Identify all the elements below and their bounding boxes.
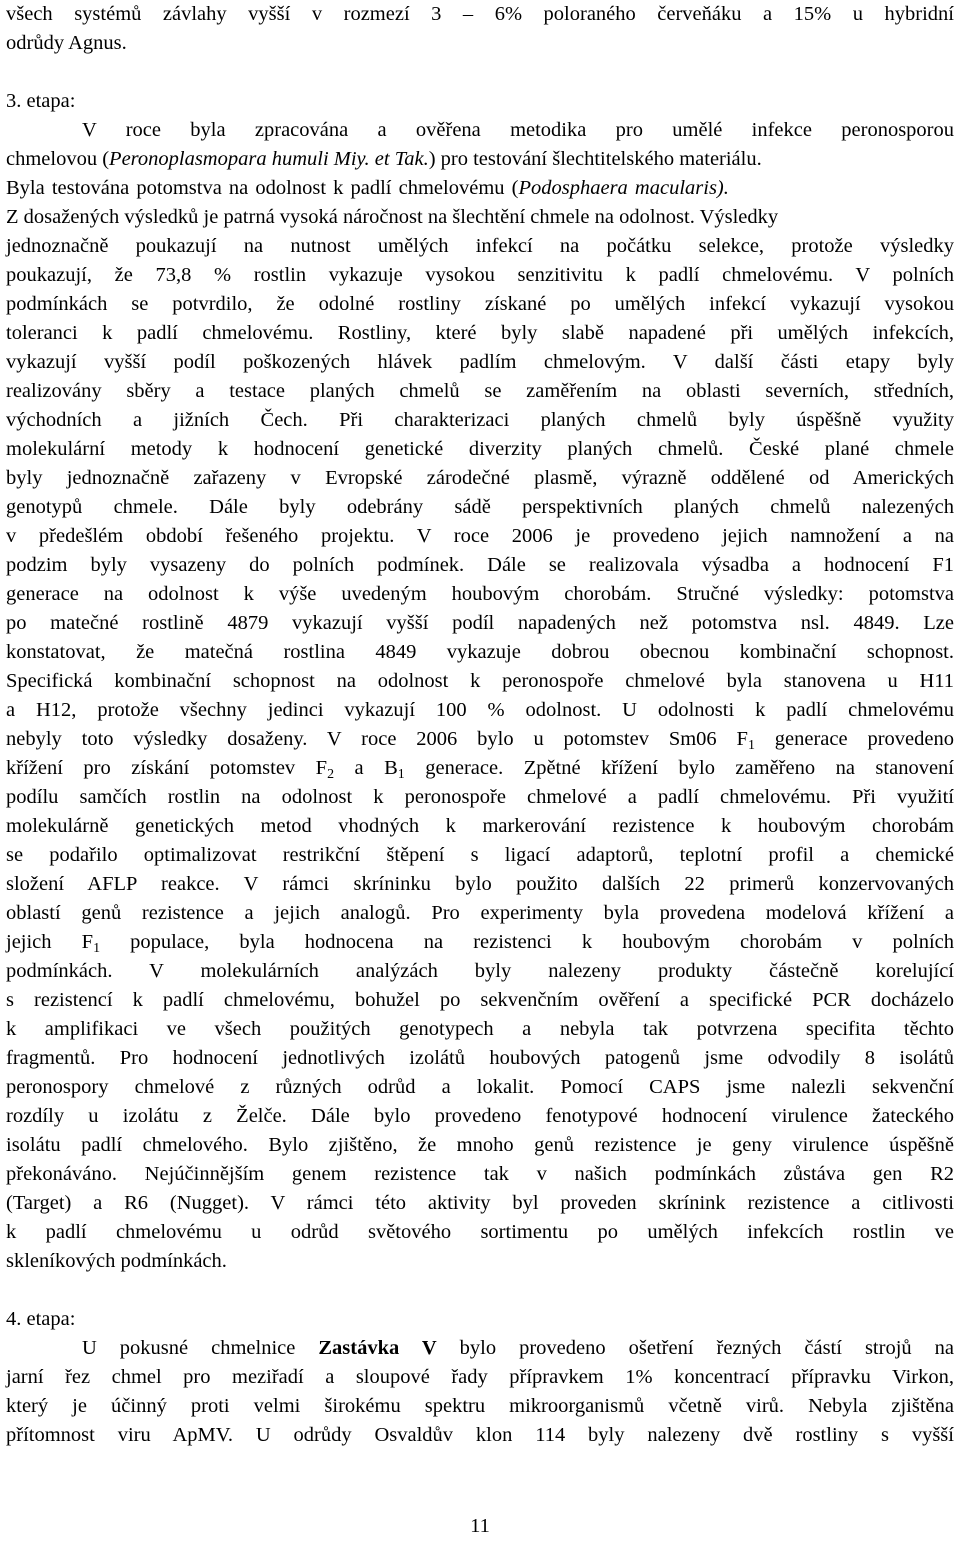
text-line: oblastí genů rezistence a jejich analogů. Pro experimenty byla provedena modelová křížení a bbox=[6, 902, 954, 924]
text-run: bylo provedeno ošetření řezných částí strojů na bbox=[436, 1337, 954, 1359]
text-run: chmelovou ( bbox=[6, 148, 110, 170]
text-line bbox=[82, 1334, 954, 1363]
text-line: odrůdy Agnus. bbox=[6, 32, 127, 54]
text-line: generace na odolnost k výše uvedeným houbovým chorobám. Stručné výsledky: potomstva bbox=[6, 583, 954, 605]
text-run: Byla testována potomstva na odolnost k padlí chmelovému ( bbox=[6, 177, 519, 199]
text-line: fragmentů. Pro hodnocení jednotlivých izolátů houbových patogenů jsme odvodily 8 isolátů bbox=[6, 1047, 954, 1069]
text-line: konstatovat, že matečná rostlina 4849 vykazuje dobrou obecnou kombinační schopnost. bbox=[6, 641, 954, 663]
text-line: isolátu padlí chmelového. Bylo zjištěno, že mnoho genů rezistence je geny virulence úspěšně bbox=[6, 1134, 954, 1156]
text-line bbox=[6, 928, 954, 957]
text-line: v předešlém období řešeného projektu. V roce 2006 je provedeno jejich namnožení a na bbox=[6, 525, 954, 547]
text-line: k padlí chmelovému u odrůd světového sortimentu po umělých infekcích rostlin ve bbox=[6, 1221, 954, 1243]
text-run: křížení pro získání potomstev F bbox=[6, 757, 328, 779]
text-line: poukazují, že 73,8 % rostlin vykazuje vysokou senzitivitu k padlí chmelovému. V polních bbox=[6, 264, 954, 286]
text-run: a B bbox=[334, 757, 398, 779]
section-heading: 3. etapa: bbox=[6, 90, 76, 112]
text-line: peronospory chmelové z různých odrůd a lokalit. Pomocí CAPS jsme nalezli sekvenční bbox=[6, 1076, 954, 1098]
page-number: 11 bbox=[470, 1515, 490, 1537]
text-line: molekulární metody k hodnocení genetické diverzity planých chmelů. České plané chmele bbox=[6, 438, 954, 460]
text-run: ) pro testování šlechtitelského materiálu. bbox=[428, 148, 762, 170]
text-run: generace. Zpětné křížení bylo zaměřeno na stanovení bbox=[404, 757, 954, 779]
text-line: Z dosažených výsledků je patrná vysoká náročnost na šlechtění chmele na odolnost. Výsledky bbox=[6, 206, 779, 228]
subscript: 1 bbox=[397, 767, 405, 783]
text-run: generace provedeno bbox=[754, 728, 954, 750]
text-line: skleníkových podmínkách. bbox=[6, 1250, 227, 1272]
text-line: realizovány sběry a testace planých chmelů se zaměřením na oblasti severních, středních, bbox=[6, 380, 954, 402]
text-line: k amplifikaci ve všech použitých genotypech a nebyla tak potvrzena specifita těchto bbox=[6, 1018, 954, 1040]
text-line: podílu samčích rostlin na odolnost k peronospoře chmelové a padlí chmelovému. Při využití bbox=[6, 786, 954, 808]
text-run: U pokusné chmelnice bbox=[82, 1337, 319, 1359]
text-line: po matečné rostlině 4879 vykazují vyšší podíl napadených než potomstva nsl. 4849. Lze bbox=[6, 612, 954, 634]
subscript: 1 bbox=[93, 941, 101, 957]
text-line: podmínkách se potvrdilo, že odolné rostliny získané po umělých infekcí vykazují vysokou bbox=[6, 293, 954, 315]
species-name: Peronoplasmopara humuli Miy. et Tak. bbox=[109, 148, 429, 170]
text-line: který je účinný proti velmi širokému spektru mikroorganismů včetně virů. Nebyla zjištěna bbox=[6, 1395, 954, 1417]
section-heading: 4. etapa: bbox=[6, 1308, 76, 1330]
text-line bbox=[6, 754, 954, 783]
species-name: Podosphaera macularis). bbox=[518, 177, 729, 199]
text-line bbox=[6, 725, 954, 754]
text-line: Specifická kombinační schopnost na odolnost k peronospoře chmelové byla stanovena u H11 bbox=[6, 670, 954, 692]
subscript: 2 bbox=[327, 767, 335, 783]
text-run: nebyly toto výsledky dosaženy. V roce 2006 bylo u potomstev Sm06 F bbox=[6, 728, 748, 750]
text-line: přítomnost viru ApMV. U odrůdy Osvaldův klon 114 byly nalezeny dvě rostliny s vyšší bbox=[6, 1424, 954, 1446]
text-line: s rezistencí k padlí chmelovému, bohužel po sekvenčním ověření a specifické PCR docházelo bbox=[6, 989, 954, 1011]
text-line: podmínkách. V molekulárních analýzách byly nalezeny produkty částečně korelující bbox=[6, 960, 954, 982]
site-name: Zastávka V bbox=[318, 1337, 437, 1359]
text-line: byly jednoznačně zařazeny v Evropské zárodečné plasmě, výrazně oddělené od Amerických bbox=[6, 467, 954, 489]
subscript: 1 bbox=[747, 738, 755, 754]
text-line: podzim byly vysazeny do polních podmínek. Dále se realizovala výsadba a hodnocení F1 bbox=[6, 554, 954, 576]
text-line: vykazují vyšší podíl poškozených hlávek padlím chmelovým. V další části etapy byly bbox=[6, 351, 954, 373]
text-line: a H12, protože všechny jedinci vykazují 100 % odolnost. U odolnosti k padlí chmelovému bbox=[6, 699, 954, 721]
text-line: molekulárně genetických metod vhodných k markerování rezistence k houbovým chorobám bbox=[6, 815, 954, 837]
text-line: (Target) a R6 (Nugget). V rámci této aktivity byl proveden skrínink rezistence a citlivosti bbox=[6, 1192, 954, 1214]
text-line: složení AFLP reakce. V rámci skríninku bylo použito dalších 22 primerů konzervovaných bbox=[6, 873, 954, 895]
text-line: všech systémů závlahy vyšší v rozmezí 3 – 6% poloraného červeňáku a 15% u hybridní bbox=[6, 3, 954, 25]
text-line: genotypů chmele. Dále byly odebrány sádě perspektivních planých chmelů nalezených bbox=[6, 496, 954, 518]
text-run: populace, byla hodnocena na rezistenci k houbovým chorobám v polních bbox=[100, 931, 955, 953]
text-line: překonáváno. Nejúčinnějším genem rezistence tak v našich podmínkách zůstáva gen R2 bbox=[6, 1163, 954, 1185]
text-line: rozdíly u izolátu z Želče. Dále bylo provedeno fenotypové hodnocení virulence žateckého bbox=[6, 1105, 954, 1127]
text-line: V roce byla zpracována a ověřena metodika pro umělé infekce peronosporou bbox=[82, 119, 954, 141]
text-line: se podařilo optimalizovat restrikční štěpení s ligací adaptorů, teplotní profil a chemické bbox=[6, 844, 954, 866]
text-line: východních a jižních Čech. Při charakterizaci planých chmelů byly úspěšně využity bbox=[6, 409, 954, 431]
text-run: jejich F bbox=[6, 931, 94, 953]
text-line bbox=[6, 145, 954, 174]
text-line: jarní řez chmel pro meziřadí a sloupové řady přípravkem 1% koncentrací přípravku Virkon, bbox=[6, 1366, 954, 1388]
text-line bbox=[6, 174, 954, 203]
text-line: jednoznačně poukazují na nutnost umělých infekcí na počátku selekce, protože výsledky bbox=[6, 235, 954, 257]
text-line: toleranci k padlí chmelovému. Rostliny, které byly slabě napadené při umělých infekcích, bbox=[6, 322, 954, 344]
